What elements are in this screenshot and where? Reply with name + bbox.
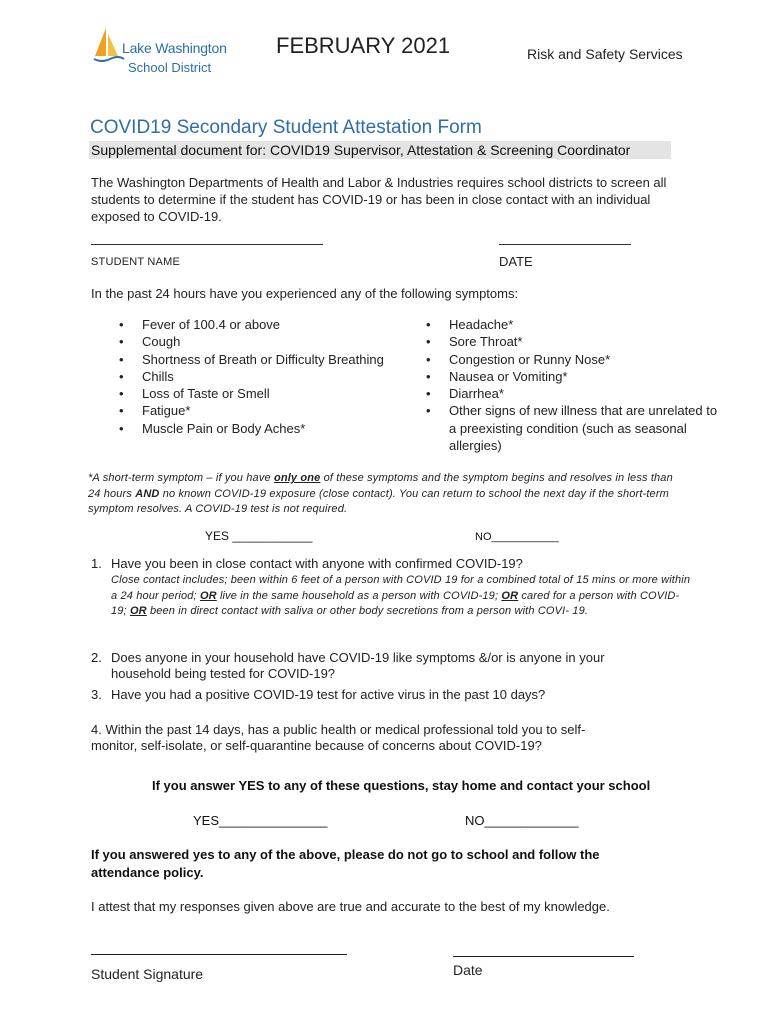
student-name-field[interactable] [91, 244, 323, 245]
list-item: • Chills [117, 368, 417, 385]
question-number: 3. [91, 687, 102, 702]
question-number: 2. [91, 650, 102, 665]
form-subtitle: Supplemental document for: COVID19 Supervisor, Attestation & Screening Coordinator [91, 142, 631, 158]
symptoms-question: In the past 24 hours have you experienced any of the following symptoms: [91, 286, 519, 301]
list-item: • Nausea or Vomiting* [424, 368, 724, 385]
question-4 [91, 722, 691, 754]
list-item: • Fatigue* [117, 402, 417, 419]
attestation-statement: I attest that my responses given above are true and accurate to the best of my knowledge. [91, 899, 610, 914]
question-text: Does anyone in your household have COVID-19 like symptoms &/or is anyone in your [111, 650, 605, 665]
list-item: • Loss of Taste or Smell [117, 385, 417, 402]
definition-text: Close contact includes; been within 6 feet of a person with COVID 19 for a combined total of 15 mins or more within a 24 hour period; [111, 574, 691, 602]
intro-paragraph: The Washington Departments of Health and Labor & Industries requires school districts to screen all students to determine if the student has COVID-19 or has been in close contact with an individual exposed to COVID-19. [91, 175, 667, 224]
list-item: • Other signs of new illness that are unrelated to a preexisting condition (such as seasonal allergies) [424, 402, 719, 454]
signature-label: Student Signature [91, 966, 204, 982]
definition-or: OR [129, 605, 147, 617]
stay-home-instruction: If you answer YES to any of these questions, stay home and contact your school [152, 778, 651, 793]
signature-field[interactable] [91, 954, 347, 955]
question-text: household being tested for COVID-19? [111, 666, 336, 681]
list-item: • Shortness of Breath or Difficulty Breathing [117, 351, 417, 368]
note-emphasis-and: AND [135, 487, 160, 500]
question-text: Have you had a positive COVID-19 test for active virus in the past 10 days? [111, 687, 546, 702]
question-text: 4. Within the past 14 days, has a public health or medical professional told you to self- [91, 722, 586, 737]
logo-line1: Lake Washington [122, 40, 227, 56]
logo-line2: School District [128, 60, 212, 75]
form-title: COVID19 Secondary Student Attestation Form [90, 117, 482, 138]
attendance-policy-notice: If you answered yes to any of the above, please do not go to school and follow the attendance policy. [91, 847, 600, 880]
department-name: Risk and Safety Services [527, 46, 683, 62]
question-1 [91, 556, 691, 572]
question-text: Have you been in close contact with anyone with confirmed COVID-19? [111, 556, 523, 571]
symptom-list-left [117, 316, 417, 437]
symptom-list-right [424, 316, 724, 454]
date-label: DATE [499, 254, 533, 269]
note-emphasis-only-one: only one [273, 472, 321, 484]
list-item: • Fever of 100.4 or above [117, 316, 417, 333]
list-item: • Sore Throat* [424, 333, 724, 350]
definition-text: been in direct contact with saliva or other body secretions from a person with COVI- 19. [146, 605, 589, 617]
questions-yes-field[interactable]: YES_______________ [193, 813, 328, 828]
sailboat-icon [92, 26, 126, 66]
signature-date-label: Date [453, 962, 483, 978]
definition-text: live in the same household as a person with COVID-19; [216, 589, 502, 602]
month-heading: FEBRUARY 2021 [276, 33, 451, 58]
definition-or: OR [199, 589, 217, 602]
signature-date-field[interactable] [453, 956, 634, 957]
list-item: • Congestion or Runny Nose* [424, 351, 724, 368]
district-logo [92, 26, 227, 80]
symptoms-yes-field[interactable]: YES ____________ [205, 529, 313, 543]
question-text: monitor, self-isolate, or self-quarantine because of concerns about COVID-19? [91, 738, 542, 753]
short-term-symptom-note [88, 471, 688, 518]
symptoms-no-field[interactable]: NO___________ [475, 531, 559, 543]
close-contact-definition [111, 573, 691, 620]
date-field[interactable] [499, 244, 631, 245]
list-item: • Muscle Pain or Body Aches* [117, 420, 417, 437]
student-name-label: STUDENT NAME [91, 256, 180, 268]
question-2 [91, 650, 691, 682]
note-text: *A short-term symptom – if you have [88, 472, 274, 484]
list-item: • Diarrhea* [424, 385, 724, 402]
list-item: • Headache* [424, 316, 724, 333]
question-3 [91, 687, 691, 703]
question-number: 1. [91, 556, 102, 571]
note-text: no known COVID-19 exposure (close contact). You can return to school the next day if the short-term symptom resolves. A COVID-19 test is not required. [88, 487, 669, 515]
note-text: of these symptoms and the symptom begins and resolves in less than 24 hours [88, 472, 673, 500]
definition-or: OR [501, 589, 519, 602]
definition-text: cared for a person with COVID-19; [111, 589, 680, 617]
list-item: • Cough [117, 333, 417, 350]
questions-no-field[interactable]: NO_____________ [465, 813, 579, 828]
